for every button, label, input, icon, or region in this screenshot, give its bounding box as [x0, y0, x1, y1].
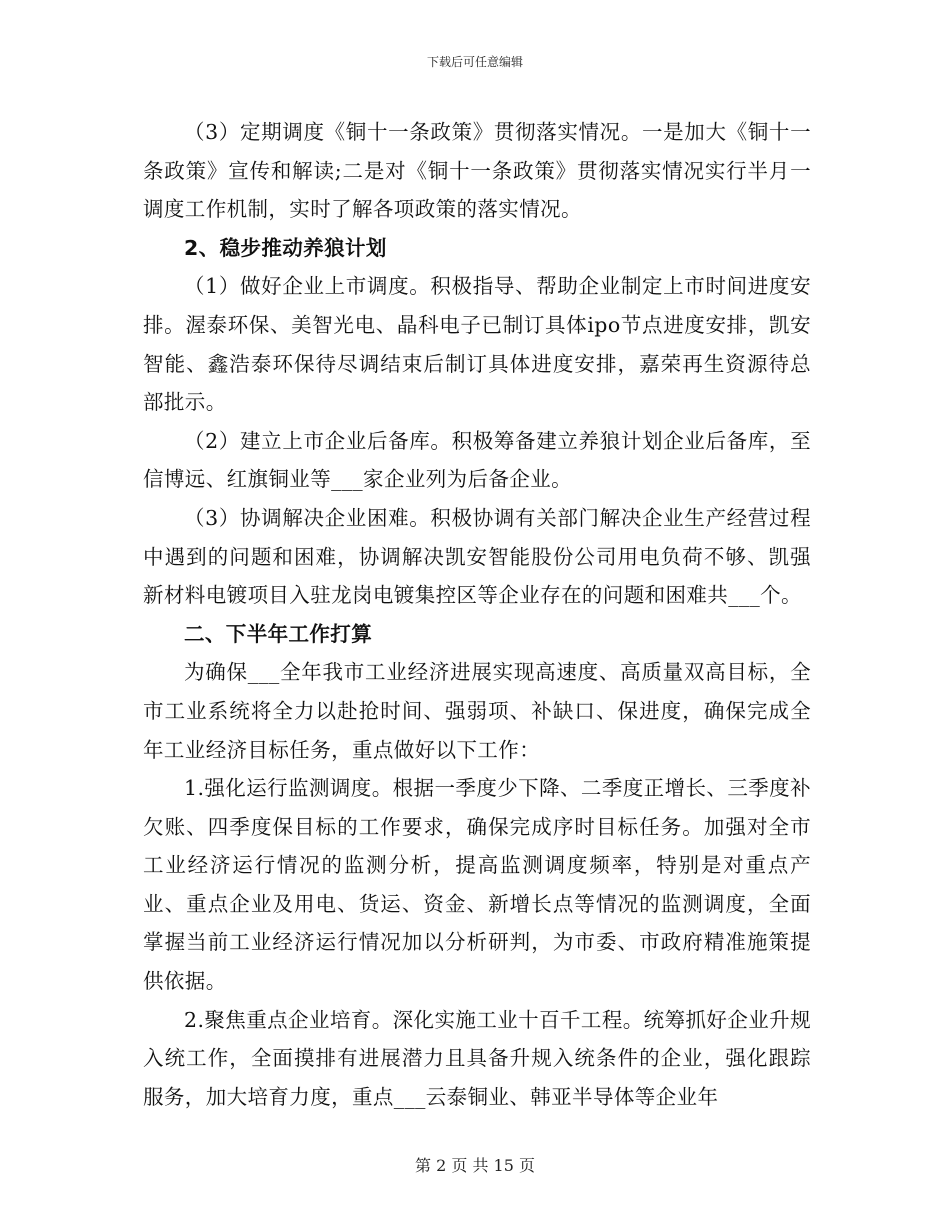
- paragraph-listing-dispatch: （1）做好企业上市调度。积极指导、帮助企业制定上市时间进度安排。渥泰环保、美智光电、晶科电子已制订具体ipo节点进度安排，凯安智能、鑫浩泰环保待尽调结束后制订具体进度安排，嘉荣再生资源待总部批示。: [143, 274, 811, 415]
- paragraph-monitoring: 1.强化运行监测调度。根据一季度少下降、二季度正增长、三季度补欠账、四季度保目标的工作要求，确保完成序时目标任务。加强对全市工业经济运行情况的监测分析，提高监测调度频率，特别是对重点产业、重点企业及用电、货运、资金、新增长点等情况的监测调度，全面掌握当前工业经济运行情况加以分析研判，为市委、市政府精准施策提供依据。: [143, 776, 811, 994]
- paragraph-annual-goal: 为确保___全年我市工业经济进展实现高速度、高质量双高目标，全市工业系统将全力以赴抢时间、强弱项、补缺口、保进度，确保完成全年工业经济目标任务，重点做好以下工作：: [143, 660, 811, 762]
- paragraph-policy-dispatch: （3）定期调度《铜十一条政策》贯彻落实情况。一是加大《铜十一条政策》宣传和解读;二是对《铜十一条政策》贯彻落实情况实行半月一调度工作机制，实时了解各项政策的落实情况。: [143, 120, 811, 222]
- section-heading-wolf-plan: 2、稳步推动养狼计划: [184, 235, 387, 260]
- page-number: 第 2 页 共 15 页: [415, 1156, 535, 1175]
- paragraph-key-enterprises: 2.聚焦重点企业培育。深化实施工业十百千工程。统筹抓好企业升规入统工作，全面摸排有进展潜力且具备升规入统条件的企业，强化跟踪服务，加大培育力度，重点___云泰铜业、韩亚半导体等企业年: [143, 1007, 811, 1109]
- document-body: [143, 113, 811, 1116]
- paragraph-reserve-pool: （2）建立上市企业后备库。积极筹备建立养狼计划企业后备库，至信博远、红旗铜业等___家企业列为后备企业。: [143, 428, 811, 492]
- section-heading-second-half-plan: 二、下半年工作打算: [184, 621, 373, 646]
- page-header-note: 下载后可任意编辑: [426, 55, 523, 69]
- paragraph-solve-difficulties: （3）协调解决企业困难。积极协调有关部门解决企业生产经营过程中遇到的问题和困难，协调解决凯安智能股份公司用电负荷不够、凯强新材料电镀项目入驻龙岗电镀集控区等企业存在的问题和困难共___个。: [143, 505, 811, 608]
